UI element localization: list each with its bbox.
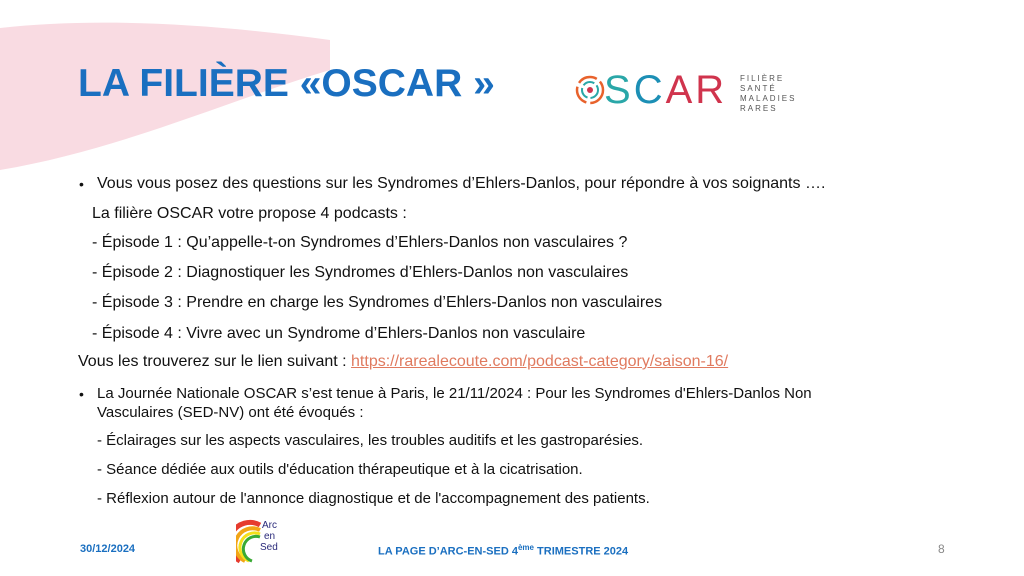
arc-logo-word: Arc [262, 520, 277, 531]
footer-date: 30/12/2024 [80, 543, 136, 555]
bullet2-line2: Vasculaires (SED-NV) ont été évoqués : [97, 404, 364, 421]
podcast-intro: La filière OSCAR votre propose 4 podcasts : [92, 205, 407, 222]
point-1: - Éclairages sur les aspects vasculaires, les troubles auditifs et les gastroparésies. [97, 432, 644, 449]
episode-4: - Épisode 4 : Vivre avec un Syndrome d’Ehlers-Danlos non vasculaire [92, 325, 586, 342]
footer-title-sup: ème [517, 543, 534, 552]
oscar-letter-r: R [695, 68, 728, 112]
tagline-line: RARES [740, 104, 778, 113]
podcast-link[interactable]: https://rarealecoute.com/podcast-category/saison-16/ [351, 353, 729, 370]
episode-3: - Épisode 3 : Prendre en charge les Syndromes d’Ehlers-Danlos non vasculaires [92, 294, 663, 311]
bullet-glyph: • [79, 176, 84, 192]
oscar-letter-c: C [633, 68, 666, 112]
tagline-line: MALADIES [740, 94, 797, 103]
slide-title: LA FILIÈRE «OSCAR » [78, 62, 495, 105]
oscar-letter-a: A [665, 68, 696, 112]
episode-1: - Épisode 1 : Qu’appelle-t-on Syndromes d’Ehlers-Danlos non vasculaires ? [92, 234, 628, 251]
arc-logo-word: Sed [260, 542, 278, 553]
link-prefix: Vous les trouverez sur le lien suivant : [78, 353, 352, 370]
footer-title [378, 543, 628, 558]
point-3: - Réflexion autour de l'annonce diagnostique et de l'accompagnement des patients. [97, 490, 650, 507]
bullet-glyph: • [79, 386, 84, 402]
oscar-letter-s: S [604, 68, 634, 112]
bullet1-text: Vous vous posez des questions sur les Syndromes d’Ehlers-Danlos, pour répondre à vos soignants …. [97, 175, 826, 192]
episode-2: - Épisode 2 : Diagnostiquer les Syndromes d’Ehlers-Danlos non vasculaires [92, 264, 629, 281]
point-2: - Séance dédiée aux outils d'éducation thérapeutique et à la cicatrisation. [97, 461, 583, 478]
footer-title-prefix: LA PAGE D’ARC-EN-SED 4 [378, 545, 518, 558]
tagline-line: FILIÈRE [740, 74, 785, 83]
arc-en-sed-logo [236, 517, 288, 565]
tagline-line: SANTÉ [740, 84, 777, 93]
link-line [78, 353, 728, 371]
bullet2-line1: La Journée Nationale OSCAR s’est tenue à Paris, le 21/11/2024 : Pour les Syndromes d'Ehlers-Danlos Non [97, 385, 812, 402]
arc-logo-word: en [264, 531, 276, 542]
footer-title-suffix: TRIMESTRE 2024 [533, 545, 629, 558]
page-number: 8 [938, 542, 945, 556]
